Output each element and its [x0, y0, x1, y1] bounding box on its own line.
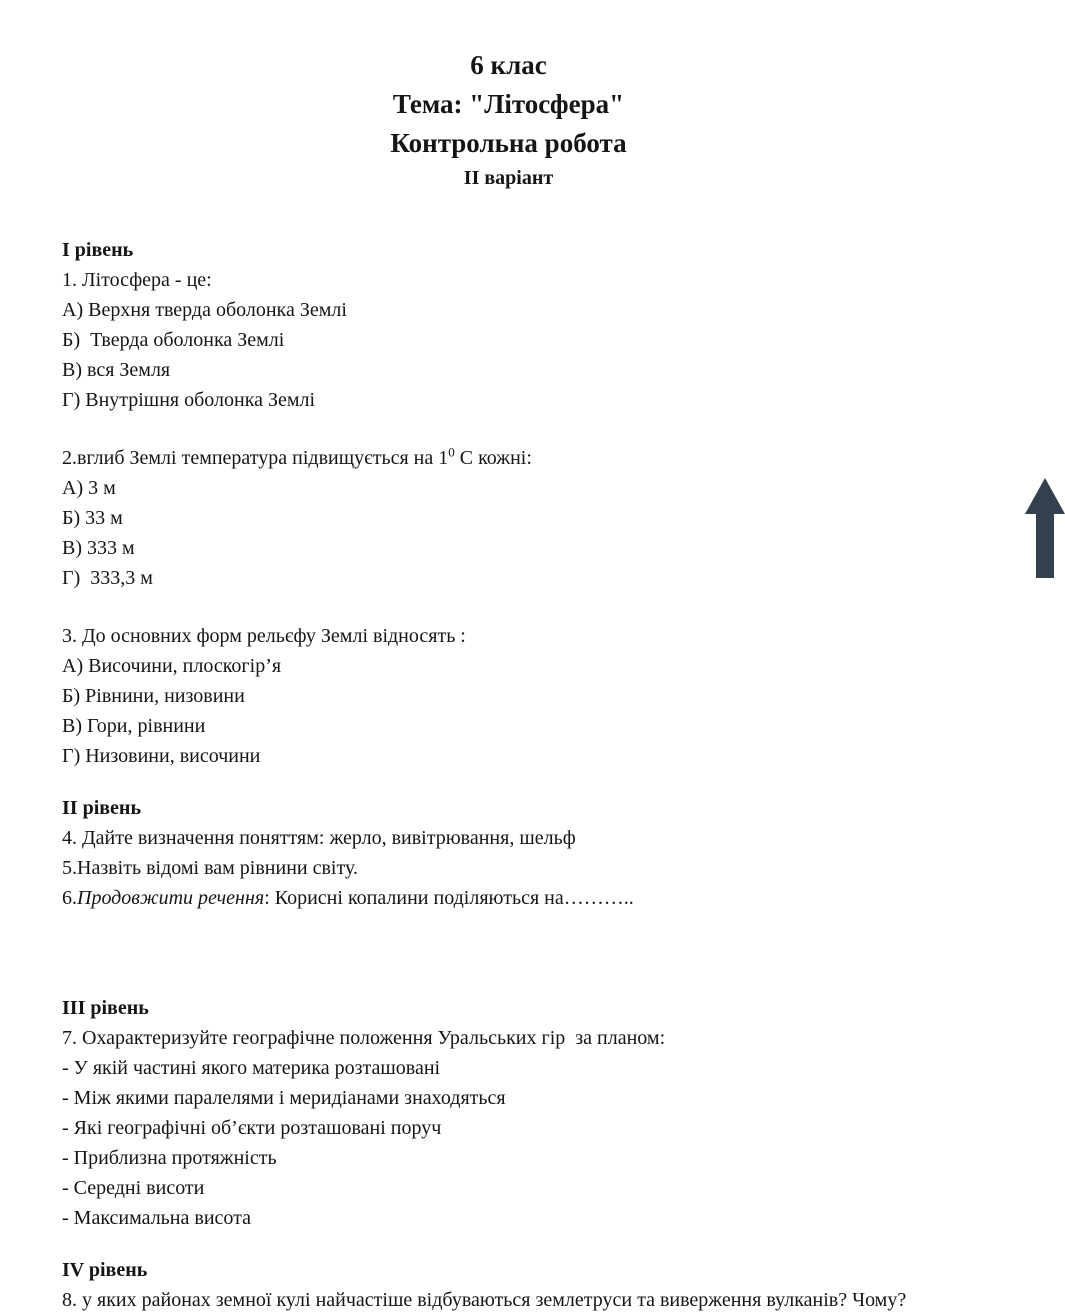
question-6-text	[62, 883, 955, 913]
question-7-text: 7. Охарактеризуйте географічне положення Уральських гір за планом:	[62, 1027, 666, 1049]
question-1-option-g: Г) Внутрішня оболонка Землі	[62, 389, 316, 411]
question-3-text: 3. До основних форм рельєфу Землі відносять :	[62, 625, 466, 647]
question-2-superscript: 0	[448, 444, 455, 460]
level-3-heading: ІІІ рівень	[62, 997, 149, 1019]
theme-title: Тема: "Літосфера"	[392, 89, 625, 119]
question-2-text	[62, 443, 955, 473]
question-5-text: 5.Назвіть відомі вам рівнини світу.	[62, 857, 358, 879]
question-2-text-start: 2.вглиб Землі температура підвищується на 1	[62, 447, 449, 469]
question-3-option-a: А) Височини, плоскогір’я	[62, 655, 282, 677]
level-1-heading: І рівень	[62, 239, 134, 261]
question-2-option-v: В) 333 м	[62, 537, 135, 559]
question-2-option-b: Б) 33 м	[62, 507, 123, 529]
question-4-text: 4. Дайте визначення поняттям: жерло, вивітрювання, шельф	[62, 827, 576, 849]
question-2-text-end: С кожні:	[454, 447, 532, 469]
section-level-4	[62, 1255, 955, 1315]
question-3-option-b: Б) Рівнини, низовини	[62, 685, 245, 707]
question-6-number: 6.	[62, 887, 77, 909]
question-2-option-g: Г) 333,3 м	[62, 567, 153, 589]
question-1-option-a: А) Верхня тверда оболонка Землі	[62, 299, 347, 321]
section-level-2	[62, 793, 955, 913]
question-8-text: 8. у яких районах земної кулі найчастіше відбуваються землетруси та виверження вулканів? Чому?	[62, 1289, 907, 1311]
document-header	[62, 46, 955, 193]
question-1-option-v: В) вся Земля	[62, 359, 171, 381]
question-6-text-rest: : Корисні копалини поділяються на………..	[264, 887, 634, 909]
question-1-option-b: Б) Тверда оболонка Землі	[62, 329, 285, 351]
work-title: Контрольна робота	[390, 128, 627, 158]
question-7-plan-item-2: - Між якими паралелями і меридіанами знаходяться	[62, 1087, 506, 1109]
question-7-plan-item-5: - Середні висоти	[62, 1177, 205, 1199]
question-7-plan-item-3: - Які географічні об’єкти розташовані поруч	[62, 1117, 442, 1139]
variant-label: ІІ варіант	[463, 167, 554, 189]
section-level-1	[62, 235, 955, 771]
arrow-up-icon	[1025, 478, 1065, 578]
level-4-heading: IV рівень	[62, 1259, 148, 1281]
section-level-3	[62, 993, 955, 1233]
question-6-italic-instruction: Продовжити речення	[77, 887, 265, 909]
question-3-option-g: Г) Низовини, височини	[62, 745, 261, 767]
question-7-plan-item-6: - Максимальна висота	[62, 1207, 251, 1229]
question-1-text: 1. Літосфера - це:	[62, 269, 212, 291]
question-2-option-a: А) 3 м	[62, 477, 116, 499]
question-7-plan-item-4: - Приблизна протяжність	[62, 1147, 277, 1169]
level-2-heading: ІІ рівень	[62, 797, 142, 819]
scroll-to-top-button[interactable]	[1025, 478, 1065, 578]
question-3-option-v: В) Гори, рівнини	[62, 715, 206, 737]
question-7-plan-item-1: - У якій частині якого материка розташовані	[62, 1057, 441, 1079]
grade-title: 6 клас	[470, 50, 547, 80]
